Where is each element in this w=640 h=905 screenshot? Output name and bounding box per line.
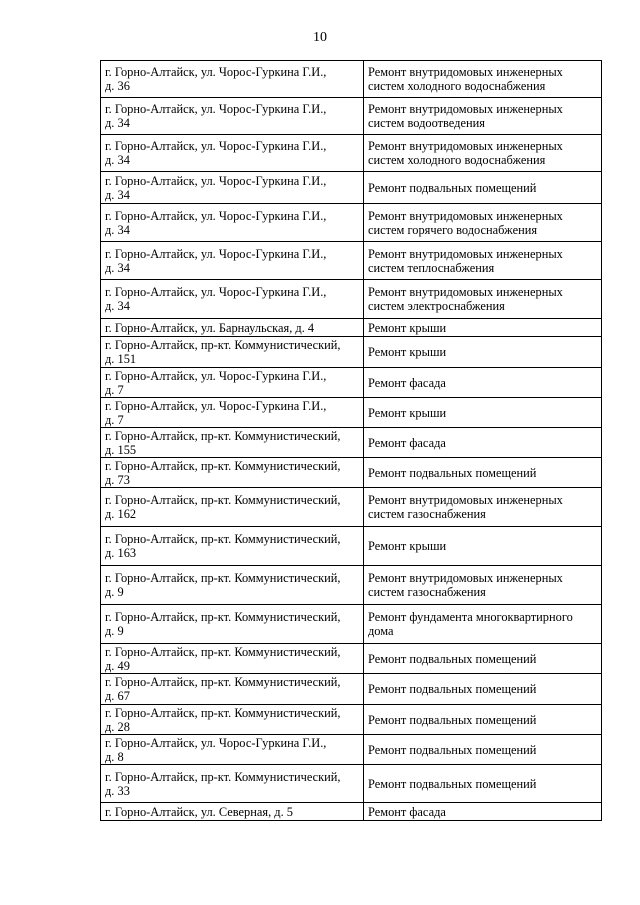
work-type-line: Ремонт внутридомовых инженерных — [368, 208, 563, 223]
address-line: д. 151 — [105, 352, 137, 366]
address-line: д. 162 — [105, 507, 137, 521]
work-type-line: Ремонт внутридомовых инженерных — [368, 246, 563, 261]
work-type-cell — [364, 674, 602, 705]
page-number: 10 — [313, 30, 327, 45]
address-line: г. Горно-Алтайск, ул. Чорос-Гуркина Г.И., — [105, 398, 327, 413]
address-line: д. 73 — [105, 472, 130, 487]
address-line: д. 155 — [105, 442, 137, 457]
work-type-cell — [364, 605, 602, 644]
address-cell — [101, 242, 364, 280]
work-type-cell — [364, 280, 602, 319]
address-cell — [101, 527, 364, 566]
work-type-line: систем водоотведения — [368, 116, 485, 130]
work-type-line: Ремонт внутридомовых инженерных — [368, 139, 563, 153]
address-line: д. 9 — [105, 624, 124, 638]
work-type-cell — [364, 735, 602, 765]
address-cell — [101, 705, 364, 735]
work-type-cell — [364, 765, 602, 803]
table-row — [101, 61, 602, 98]
address-cell — [101, 428, 364, 458]
address-line: г. Горно-Алтайск, ул. Чорос-Гуркина Г.И., — [105, 246, 327, 261]
work-type-line: Ремонт подвальных помещений — [368, 465, 537, 480]
address-line: г. Горно-Алтайск, ул. Северная, д. 5 — [105, 804, 293, 819]
address-cell — [101, 398, 364, 428]
address-line: г. Горно-Алтайск, пр-кт. Коммунистический, — [105, 571, 341, 585]
work-type-line: систем горячего водоснабжения — [368, 222, 538, 237]
address-line: д. 34 — [105, 116, 130, 130]
address-line: г. Горно-Алтайск, ул. Чорос-Гуркина Г.И., — [105, 173, 327, 188]
address-line: д. 34 — [105, 153, 130, 167]
work-type-line: Ремонт подвальных помещений — [368, 742, 537, 757]
address-line: д. 33 — [105, 783, 130, 798]
table-row — [101, 803, 602, 821]
work-type-line: систем электроснабжения — [368, 299, 505, 313]
address-line: г. Горно-Алтайск, ул. Чорос-Гуркина Г.И., — [105, 65, 327, 79]
table-body — [101, 61, 602, 821]
address-cell — [101, 280, 364, 319]
address-line: г. Горно-Алтайск, пр-кт. Коммунистический, — [105, 644, 341, 659]
address-cell — [101, 319, 364, 337]
address-line: г. Горно-Алтайск, пр-кт. Коммунистический, — [105, 338, 341, 352]
work-type-line: Ремонт подвальных помещений — [368, 682, 537, 696]
table-row — [101, 319, 602, 337]
address-line: д. 34 — [105, 299, 130, 313]
work-type-line: Ремонт крыши — [368, 320, 447, 335]
work-type-line: Ремонт внутридомовых инженерных — [368, 102, 563, 116]
table-row — [101, 135, 602, 172]
address-line: г. Горно-Алтайск, ул. Чорос-Гуркина Г.И., — [105, 139, 327, 153]
table-row — [101, 204, 602, 242]
address-cell — [101, 61, 364, 98]
work-type-line: Ремонт подвальных помещений — [368, 776, 537, 791]
work-type-line: систем газоснабжения — [368, 585, 486, 599]
work-type-cell — [364, 488, 602, 527]
address-line: д. 34 — [105, 187, 130, 202]
work-type-line: Ремонт крыши — [368, 345, 447, 359]
address-line: д. 7 — [105, 382, 124, 397]
table-row — [101, 735, 602, 765]
table-row — [101, 428, 602, 458]
work-type-line: Ремонт фундамента многоквартирного — [368, 610, 573, 624]
address-line: д. 28 — [105, 719, 130, 734]
address-cell — [101, 135, 364, 172]
address-line: г. Горно-Алтайск, пр-кт. Коммунистический, — [105, 493, 341, 507]
address-cell — [101, 735, 364, 765]
address-cell — [101, 172, 364, 204]
work-type-line: Ремонт внутридомовых инженерных — [368, 65, 563, 79]
work-type-cell — [364, 458, 602, 488]
work-type-cell — [364, 398, 602, 428]
work-type-line: дома — [368, 624, 394, 638]
work-type-cell — [364, 204, 602, 242]
work-type-line: Ремонт внутридомовых инженерных — [368, 493, 563, 507]
work-type-cell — [364, 135, 602, 172]
table-row — [101, 242, 602, 280]
address-cell — [101, 566, 364, 605]
work-type-cell — [364, 242, 602, 280]
table-row — [101, 674, 602, 705]
table-row — [101, 368, 602, 398]
address-cell — [101, 674, 364, 705]
work-type-cell — [364, 368, 602, 398]
address-line: г. Горно-Алтайск, пр-кт. Коммунистический, — [105, 458, 341, 473]
address-cell — [101, 337, 364, 368]
work-type-line: систем холодного водоснабжения — [368, 153, 546, 167]
address-line: д. 34 — [105, 222, 130, 237]
address-line: г. Горно-Алтайск, пр-кт. Коммунистический, — [105, 705, 341, 720]
work-type-cell — [364, 705, 602, 735]
work-type-line: Ремонт фасада — [368, 435, 446, 450]
table-row — [101, 98, 602, 135]
address-cell — [101, 98, 364, 135]
work-type-line: Ремонт крыши — [368, 539, 447, 553]
table-row — [101, 458, 602, 488]
address-line: д. 49 — [105, 658, 130, 673]
table-row — [101, 527, 602, 566]
address-cell — [101, 765, 364, 803]
table-row — [101, 337, 602, 368]
address-line: г. Горно-Алтайск, ул. Чорос-Гуркина Г.И., — [105, 285, 327, 299]
table-row — [101, 765, 602, 803]
work-type-cell — [364, 337, 602, 368]
table-row — [101, 280, 602, 319]
address-line: г. Горно-Алтайск, пр-кт. Коммунистический, — [105, 675, 341, 689]
address-line: д. 36 — [105, 79, 130, 93]
work-type-cell — [364, 566, 602, 605]
table-row — [101, 705, 602, 735]
address-line: г. Горно-Алтайск, ул. Чорос-Гуркина Г.И., — [105, 735, 327, 750]
address-line: г. Горно-Алтайск, пр-кт. Коммунистический, — [105, 428, 341, 443]
work-type-line: Ремонт внутридомовых инженерных — [368, 571, 563, 585]
work-type-line: систем теплоснабжения — [368, 260, 495, 275]
address-cell — [101, 605, 364, 644]
work-type-cell — [364, 527, 602, 566]
address-line: г. Горно-Алтайск, ул. Чорос-Гуркина Г.И., — [105, 368, 327, 383]
address-cell — [101, 458, 364, 488]
work-type-cell — [364, 803, 602, 821]
address-line: д. 7 — [105, 412, 124, 427]
address-line: г. Горно-Алтайск, пр-кт. Коммунистический, — [105, 769, 341, 784]
work-type-line: Ремонт подвальных помещений — [368, 180, 537, 195]
work-type-line: систем холодного водоснабжения — [368, 79, 546, 93]
work-type-line: Ремонт крыши — [368, 405, 447, 420]
address-line: д. 9 — [105, 585, 124, 599]
table-row — [101, 644, 602, 674]
work-type-line: Ремонт фасада — [368, 804, 446, 819]
table-row — [101, 488, 602, 527]
address-cell — [101, 368, 364, 398]
address-line: д. 67 — [105, 689, 130, 703]
work-type-cell — [364, 98, 602, 135]
work-type-cell — [364, 61, 602, 98]
table-row — [101, 398, 602, 428]
repair-works-table — [100, 60, 602, 821]
address-line: д. 163 — [105, 546, 137, 560]
address-line: д. 34 — [105, 260, 130, 275]
address-line: г. Горно-Алтайск, ул. Барнаульская, д. 4 — [105, 320, 315, 335]
table-row — [101, 605, 602, 644]
work-type-cell — [364, 644, 602, 674]
work-type-cell — [364, 428, 602, 458]
address-cell — [101, 644, 364, 674]
address-line: д. 8 — [105, 749, 124, 764]
work-type-line: Ремонт подвальных помещений — [368, 712, 537, 727]
address-line: г. Горно-Алтайск, ул. Чорос-Гуркина Г.И., — [105, 208, 327, 223]
work-type-cell — [364, 172, 602, 204]
table-row — [101, 566, 602, 605]
address-line: г. Горно-Алтайск, пр-кт. Коммунистический, — [105, 610, 341, 624]
address-line: г. Горно-Алтайск, ул. Чорос-Гуркина Г.И., — [105, 102, 327, 116]
table-row — [101, 172, 602, 204]
address-cell — [101, 204, 364, 242]
work-type-line: систем газоснабжения — [368, 507, 486, 521]
address-cell — [101, 488, 364, 527]
work-type-cell — [364, 319, 602, 337]
address-cell — [101, 803, 364, 821]
work-type-line: Ремонт внутридомовых инженерных — [368, 285, 563, 299]
address-line: г. Горно-Алтайск, пр-кт. Коммунистический, — [105, 532, 341, 546]
work-type-line: Ремонт подвальных помещений — [368, 651, 537, 666]
work-type-line: Ремонт фасада — [368, 375, 446, 390]
